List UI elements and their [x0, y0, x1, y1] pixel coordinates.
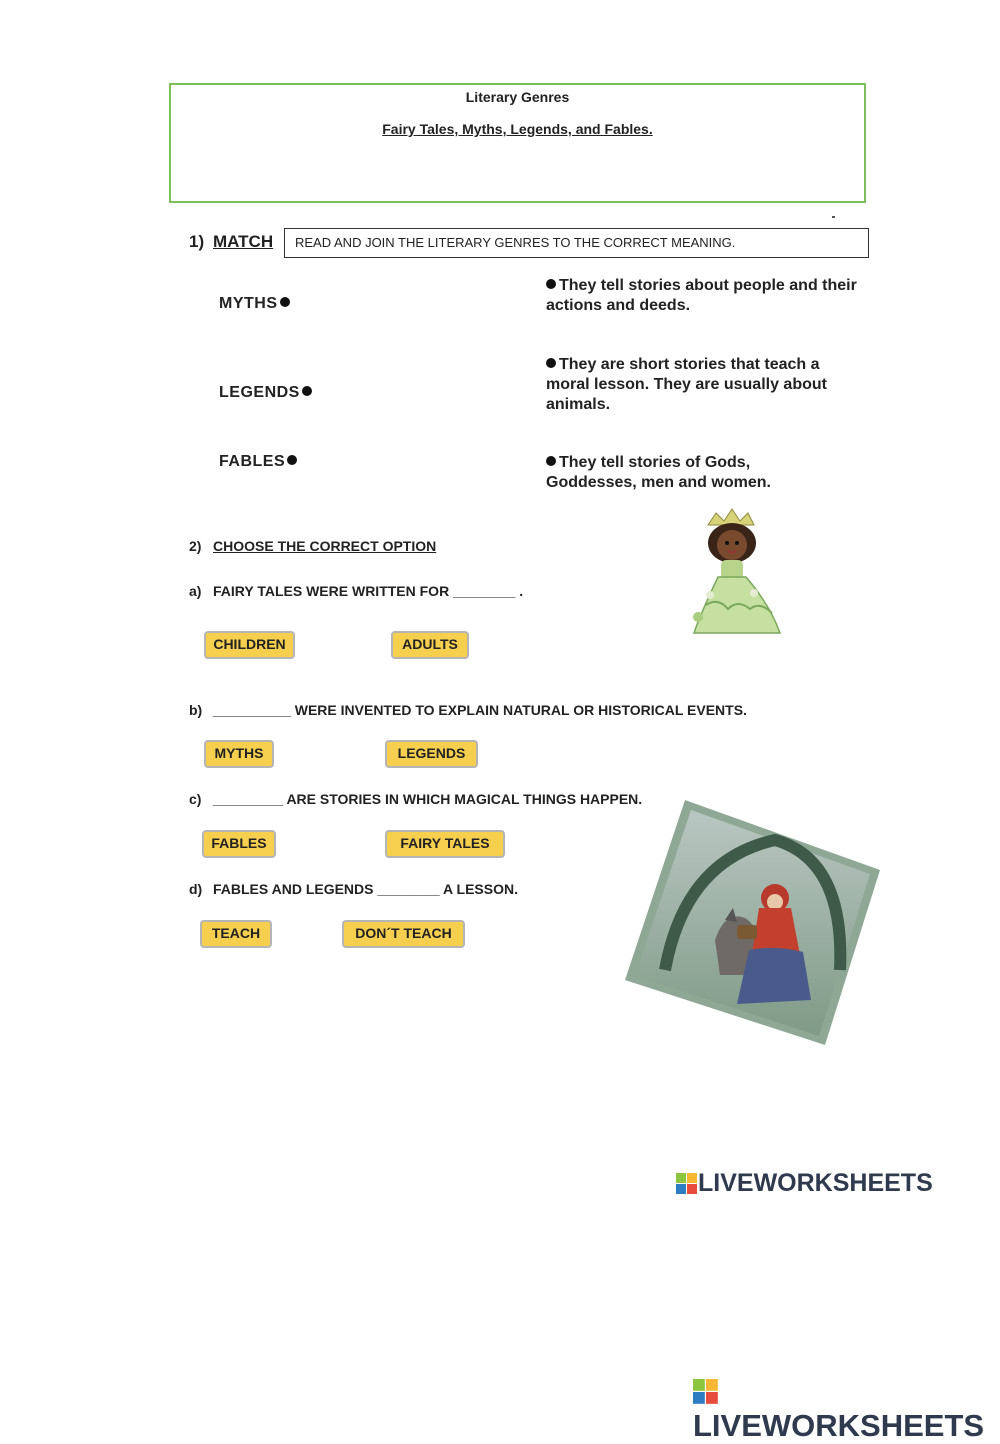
question-b [189, 702, 747, 718]
section1-number: 1) [189, 232, 205, 251]
term-label: MYTHS [219, 295, 278, 312]
match-definition-1[interactable] [546, 276, 876, 316]
question-letter: b) [189, 702, 203, 718]
liveworksheets-logo [676, 1169, 933, 1198]
question-text: FAIRY TALES WERE WRITTEN FOR ________ . [213, 583, 524, 599]
match-term-myths[interactable] [219, 295, 290, 313]
question-letter: d) [189, 881, 203, 897]
section1-instruction: READ AND JOIN THE LITERARY GENRES TO THE CORRECT MEANING. [284, 228, 869, 258]
liveworksheets-logo-icon [676, 1173, 698, 1195]
definition-text: They tell stories about people and their actions and deeds. [546, 277, 857, 314]
option-myths-button[interactable]: MYTHS [204, 740, 274, 768]
question-text: _________ ARE STORIES IN WHICH MAGICAL THINGS HAPPEN. [213, 791, 643, 807]
match-dot[interactable] [546, 456, 556, 466]
logo-text: LIVEWORKSHEETS [698, 1169, 933, 1197]
match-dot[interactable] [302, 386, 312, 396]
question-letter: a) [189, 583, 202, 599]
question-text: FABLES AND LEGENDS ________ A LESSON. [213, 881, 518, 897]
match-dot[interactable] [287, 455, 297, 465]
match-dot[interactable] [546, 279, 556, 289]
term-label: LEGENDS [219, 384, 300, 401]
option-fairy-tales-button[interactable]: FAIRY TALES [385, 830, 505, 858]
definition-text: They are short stories that teach a moral lesson. They are usually about animals. [546, 356, 827, 413]
section2-number: 2) [189, 538, 202, 554]
option-fables-button[interactable]: FABLES [202, 830, 276, 858]
option-dont-teach-button[interactable]: DON´T TEACH [342, 920, 465, 948]
title-box [169, 83, 866, 203]
question-d [189, 881, 518, 897]
question-c [189, 791, 642, 807]
red-riding-hood-illustration [625, 800, 880, 1045]
worksheet-subtitle: Fairy Tales, Myths, Legends, and Fables. [382, 121, 653, 137]
section2-title: CHOOSE THE CORRECT OPTION [213, 538, 437, 554]
option-legends-button[interactable]: LEGENDS [385, 740, 478, 768]
option-adults-button[interactable]: ADULTS [391, 631, 469, 659]
liveworksheets-logo-icon [693, 1379, 719, 1405]
term-label: FABLES [219, 453, 286, 470]
question-a [189, 583, 523, 599]
match-term-fables[interactable] [219, 453, 297, 471]
question-text: __________ WERE INVENTED TO EXPLAIN NATURAL OR HISTORICAL EVENTS. [213, 702, 747, 718]
princess-illustration [688, 505, 788, 640]
liveworksheets-footer-logo [693, 1372, 1000, 1444]
match-dot[interactable] [546, 358, 556, 368]
match-definition-3[interactable] [546, 453, 816, 493]
match-definition-2[interactable] [546, 355, 856, 415]
section1-title: MATCH [213, 232, 274, 251]
option-children-button[interactable]: CHILDREN [204, 631, 295, 659]
question-letter: c) [189, 791, 202, 807]
option-teach-button[interactable]: TEACH [200, 920, 272, 948]
definition-text: They tell stories of Gods, Goddesses, men and women. [546, 454, 771, 491]
logo-text: LIVEWORKSHEETS [693, 1408, 985, 1443]
match-term-legends[interactable] [219, 384, 312, 402]
match-dot[interactable] [280, 297, 290, 307]
worksheet-title: Literary Genres [465, 89, 570, 105]
stray-mark [832, 216, 835, 218]
